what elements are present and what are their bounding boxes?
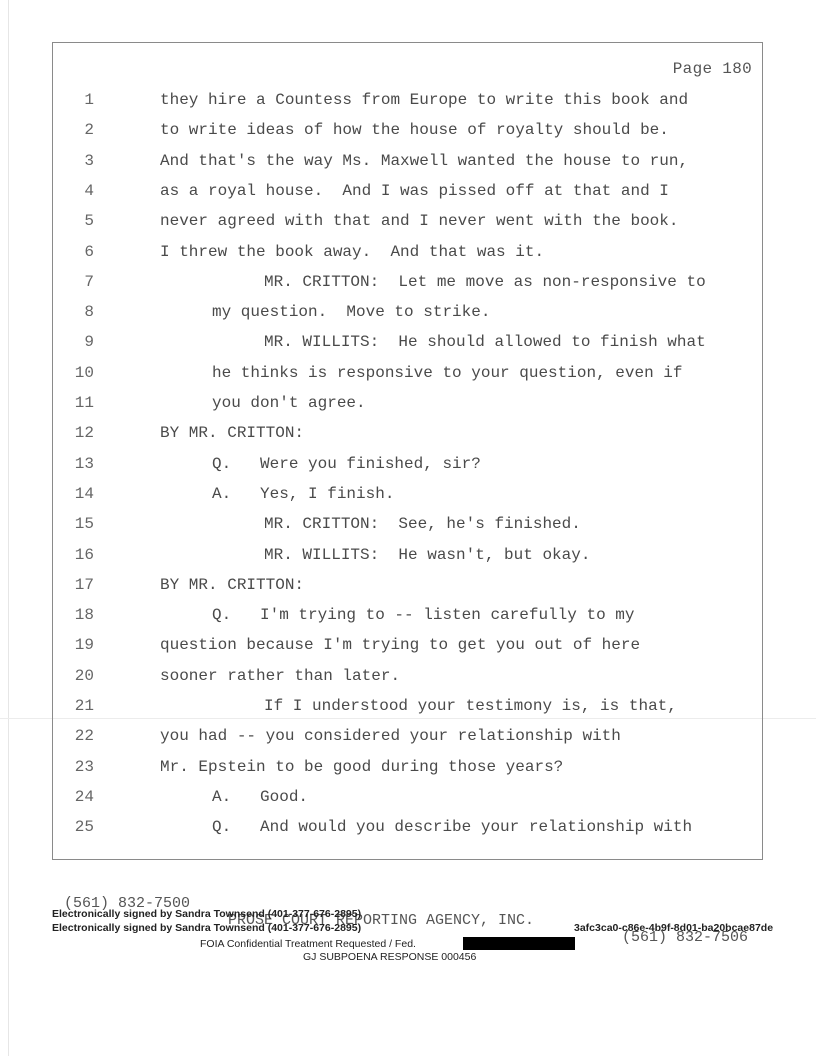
transcript-line: [0, 756, 816, 778]
transcript-line: [0, 362, 816, 384]
line-text: Q. Were you finished, sir?: [212, 454, 481, 473]
line-number: 5: [84, 212, 94, 231]
line-number: 21: [74, 697, 94, 715]
line-number: 3: [84, 151, 94, 170]
line-text: he thinks is responsive to your question, even if: [212, 363, 683, 382]
transcript-line: [0, 665, 816, 687]
transcript-line: [0, 513, 816, 535]
redaction-block: [463, 937, 575, 950]
transcript-line: [0, 392, 816, 414]
line-number: 4: [84, 181, 94, 200]
line-text: MR. WILLITS: He should allowed to finish what: [264, 333, 706, 352]
line-number: 7: [84, 272, 94, 291]
footer-phone-right: (561) 832-7506: [622, 929, 749, 946]
line-text: Q. I'm trying to -- listen carefully to my: [212, 606, 635, 625]
line-text: they hire a Countess from Europe to write this book and: [160, 91, 689, 109]
bates-number: GJ SUBPOENA RESPONSE 000456: [303, 951, 477, 963]
line-text: question because I'm trying to get you out of here: [160, 636, 641, 655]
line-text: A. Yes, I finish.: [212, 484, 395, 503]
line-number: 22: [74, 727, 94, 746]
line-number: 11: [74, 394, 94, 412]
transcript-line: [0, 301, 816, 323]
line-text: MR. CRITTON: See, he's finished.: [264, 515, 581, 534]
line-text: my question. Move to strike.: [212, 303, 491, 322]
transcript-line: [0, 634, 816, 656]
transcript-line: [0, 210, 816, 232]
line-number: 13: [74, 454, 94, 473]
line-number: 1: [84, 91, 94, 109]
transcript-line: [0, 574, 816, 596]
transcript-line: [0, 453, 816, 475]
line-text: Mr. Epstein to be good during those years?: [160, 757, 564, 776]
line-number: 19: [74, 636, 94, 655]
transcript-line: [0, 180, 816, 202]
transcript-line: [0, 695, 816, 717]
line-number: 12: [74, 424, 94, 443]
line-number: 8: [84, 303, 94, 322]
line-number: 6: [84, 242, 94, 261]
transcript-line: [0, 241, 816, 263]
line-number: 14: [74, 484, 94, 503]
transcript-line: [0, 119, 816, 141]
line-text: to write ideas of how the house of royalty should be.: [160, 121, 669, 140]
line-text: If I understood your testimony is, is that,: [264, 697, 677, 715]
line-text: you don't agree.: [212, 394, 366, 412]
line-text: as a royal house. And I was pissed off at that and I: [160, 181, 669, 200]
line-number: 20: [74, 666, 94, 685]
line-text: never agreed with that and I never went with the book.: [160, 212, 679, 231]
transcript-line: [0, 816, 816, 838]
transcript-line: [0, 271, 816, 293]
document-hash: 3afc3ca0-c86e-4b9f-8d01-ba20bcae87de: [574, 922, 774, 934]
line-text: Q. And would you describe your relationship with: [212, 818, 693, 837]
line-text: A. Good.: [212, 787, 309, 806]
transcript-line: [0, 150, 816, 172]
line-number: 17: [74, 575, 94, 594]
line-text: I threw the book away. And that was it.: [160, 242, 545, 261]
page-number: Page 180: [672, 60, 752, 78]
line-number: 15: [74, 515, 94, 534]
foia-notice: FOIA Confidential Treatment Requested / Fed.: [200, 938, 416, 950]
line-number: 18: [74, 606, 94, 625]
footer-phone-left: (561) 832-7500: [64, 895, 191, 912]
transcript-line: [0, 725, 816, 747]
line-text: MR. CRITTON: Let me move as non-responsive to: [264, 272, 706, 291]
transcript-line: [0, 422, 816, 444]
line-text: MR. WILLITS: He wasn't, but okay.: [264, 545, 591, 564]
transcript-line: [0, 331, 816, 353]
line-text: you had -- you considered your relationship with: [160, 727, 621, 746]
e-signature-line-2: Electronically signed by Sandra Townsend (401-377-676-2895): [52, 922, 362, 934]
line-number: 24: [74, 787, 94, 806]
transcript-line: [0, 786, 816, 808]
transcript-line: [0, 89, 816, 111]
line-number: 16: [74, 545, 94, 564]
transcript-line: [0, 483, 816, 505]
line-text: BY MR. CRITTON:: [160, 575, 305, 594]
line-number: 9: [84, 333, 94, 352]
footer-agency: PROSE COURT REPORTING AGENCY, INC.: [228, 912, 535, 929]
line-text: BY MR. CRITTON:: [160, 424, 305, 443]
line-text: sooner rather than later.: [160, 666, 401, 685]
line-number: 10: [74, 363, 94, 382]
line-number: 2: [84, 121, 94, 140]
line-number: 25: [74, 818, 94, 837]
transcript-line: [0, 604, 816, 626]
e-signature-line-1: Electronically signed by Sandra Townsend (401-377-676-2895): [52, 908, 362, 920]
transcript-line: [0, 544, 816, 566]
line-number: 23: [74, 757, 94, 776]
line-text: And that's the way Ms. Maxwell wanted the house to run,: [160, 151, 689, 170]
